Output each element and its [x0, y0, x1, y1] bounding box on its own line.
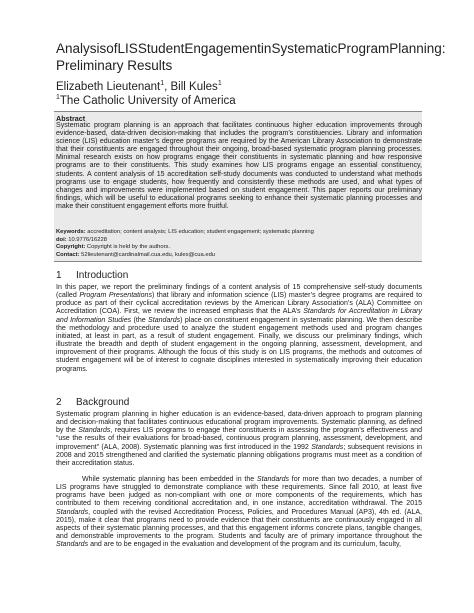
text-run: In this paper, we report the preliminary findings of a content analysis of 15 comprehensive self-study documents (called: [56, 284, 422, 300]
contact-line: [56, 252, 215, 259]
title-word: Analysis: [56, 41, 107, 56]
title-word: Engagement: [184, 41, 261, 56]
text-run: ) that library and information science (LIS) master’s degree programs are required to produce as part of their cyclical accreditation reviews by the American Library Association’s (ALA) Committee on Accreditation (COA). First, we review the increased emphasis that the ALA’s: [56, 292, 422, 316]
title-line-1: [56, 40, 446, 57]
section-title: Introduction: [76, 270, 129, 281]
title-word: in: [260, 41, 272, 56]
background-paragraph-1: [56, 411, 422, 468]
text-run: , requires LIS programs to engage their constituents in assessing the program’s effectiveness and “use the results of their evaluations for broad-based, continuous program planning, assessment, development, and improvement” (ALA, 2008). Systematic planning was first introduced in the 1992: [56, 427, 423, 451]
abstract-text: Systematic program planning is an approach that facilitates continuous higher education improvements through evidence-based, data-driven decision-making that includes the program’s constituencies. Library and information science (LIS) education master’s degree programs are required by the American Library Association to demonstrate that their constituents are engaged throughout their ongoing, broad-based systematic program planning processes. Minimal research exists on how programs engage their constituents in systematic planning and how responsive programs are to their constituents. This study examines how LIS programs engage an essential constituency, students. A content analysis of 15 accreditation self-study documents was conducted to understand what methods programs use to engage students, how frequently and consistently these methods are used, and what types of changes and improvements were implemented based on student engagement. This paper reports our preliminary findings, which will be useful to educational programs seeking to enhance their systematic planning processes and make their constituent engagement efforts more fruitful.: [56, 122, 422, 210]
contact-label: Contact:: [56, 251, 80, 258]
section-heading-introduction: [56, 270, 128, 282]
doi-label: doi:: [56, 236, 67, 243]
text-run: ) place on constituent engagement in systematic planning. We then describe the methodology and procedure used to analyze the student engagement methods used and program changes initiated, at least in part, as a result of student engagement. Finally, we discuss our preliminary findings, which illustrate the breadth and depth of student engagement in the ongoing planning, assessment, development, and improvement of their programs. Although the focus of this study is on LIS programs, the methods and outcomes of student engagement will be of interest to cognate disciplines interested in systematically improving their education programs.: [56, 316, 423, 373]
italic-run: Standards: [311, 443, 344, 451]
affiliation-name: The Catholic University of America: [59, 94, 236, 107]
background-paragraph-2: [56, 476, 422, 549]
title-word: Systematic: [271, 41, 338, 56]
text-run: ; subsequent revisions in 2008 and 2015 strengthened and clarified the systematic planning obligations programs must meet as a condition of their accreditation status.: [56, 443, 422, 467]
italic-run: Standards: [78, 427, 111, 435]
section-number: 2: [56, 397, 62, 408]
section-heading-background: [56, 397, 129, 409]
title-word: Program: [337, 41, 390, 56]
text-run: and are to be engaged in the evaluation and development of the program and its curriculum, faculty,: [88, 541, 401, 549]
section-number: 1: [56, 270, 62, 281]
text-run: Systematic program planning in higher education is an evidence-based, data-driven approach to program planning and decision-making that facilitates continuous educational program improvements. Systematic planning, as defined by the: [56, 411, 422, 435]
section-title: Background: [76, 397, 130, 408]
keywords-line: [56, 229, 314, 236]
affiliation: [56, 91, 236, 108]
paper-title: [56, 40, 446, 74]
doi-value: 10.9776/16228: [66, 236, 107, 243]
italic-run: Standards: [148, 316, 181, 324]
title-word: Student: [137, 41, 185, 56]
keywords-label: Keywords:: [56, 229, 86, 235]
italic-run: Standards: [56, 508, 89, 516]
italic-run: Program Presentations: [79, 292, 152, 300]
italic-run: Standards: [56, 541, 89, 549]
copyright-value: Copyright is held by the authors.: [85, 244, 171, 250]
doi-line: [56, 237, 107, 244]
copyright-line: [56, 244, 170, 251]
author-name: Elizabeth Lieutenant: [56, 80, 161, 93]
copyright-label: Copyright:: [56, 244, 86, 250]
italic-run: Standards: [256, 476, 290, 483]
affiliation-marker: 1: [217, 80, 222, 87]
title-word: of: [106, 41, 118, 56]
contact-value: 52lieutenant@cardinalmail.cua.edu, kules@cua.edu: [79, 251, 216, 258]
text-run: , coupled with the revised Accreditation Process, Policies, and Procedures Manual (AP3), 4th ed. (ALA, 2015), make it clear that programs need to provide evidence that their constituents are continuously engaged in all aspects of their systematic planning processes, and that this engagement informs concrete plans, tangible changes, and demonstrable improvements to the program. Students and faculty are of primary importance throughout the: [56, 508, 422, 541]
author-name: , Bill Kules: [164, 80, 218, 93]
text-run: (the: [131, 316, 149, 324]
title-line-2: Preliminary Results: [56, 58, 173, 73]
keywords-value: accreditation; content analysis; LIS education; student engagement; systematic planning: [85, 229, 314, 235]
italic-run: Standards for Accreditation in Library and Information Studies: [56, 308, 422, 324]
title-word: Planning:: [389, 41, 446, 56]
affiliation-marker: 1: [56, 94, 60, 101]
affiliation-marker: 1: [160, 80, 165, 87]
text-run: for more than two decades, a number of LIS programs have struggled to demonstrate compliance with these requirements. Since fall 2010, at least five programs have been judged as non-compliant with one or more components of the requirements, which has contributed to them receiving conditional accreditation and, in one instance, accreditation withdrawal. The 2015: [56, 476, 422, 508]
text-run: While systematic planning has been embedded in the: [82, 476, 257, 483]
introduction-paragraph: [56, 284, 422, 374]
title-word: LIS: [117, 41, 138, 56]
abstract-heading: Abstract: [56, 114, 86, 123]
